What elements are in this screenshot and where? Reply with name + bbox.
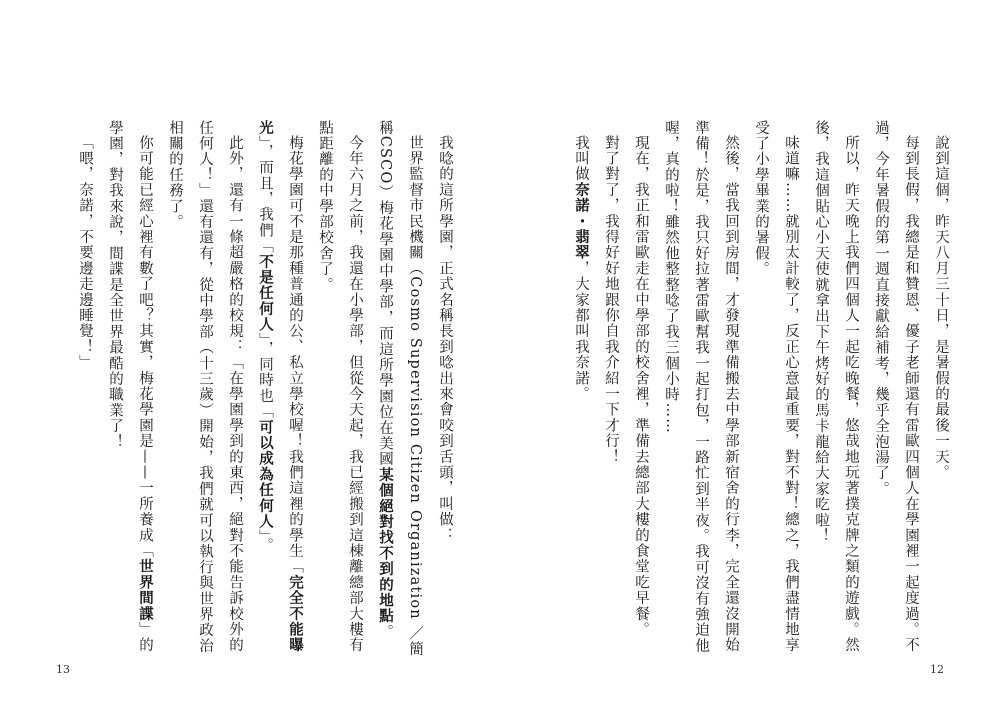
paragraph-text: 今年六月之前，我還在小學部，但從今天起，我已經搬到這棟離總部大樓有點距離的中學部校舍了。 — [317, 120, 363, 653]
paragraph — [430, 120, 460, 660]
emphasis-text: 可以成為任何人 — [257, 419, 274, 530]
left-page-number: 13 — [56, 663, 70, 676]
emphasis-text: 世界間諜 — [137, 558, 154, 622]
right-page — [500, 0, 1000, 710]
paragraph-text: 每到長假，我總是和贊恩、優子老師還有雷歐四個人在學園裡一起度過。不過，今年暑假的第一週直接獻給補考，幾乎全泡湯了。 — [873, 120, 919, 653]
right-page-text — [573, 120, 956, 660]
paragraph-text: 說到這個，昨天八月三十日，是暑假的最後一天。 — [933, 134, 949, 480]
paragraph-text: 此外，還有一條超嚴格的校規：「在學園學到的東西，絕對不能告訴校外的任何人！」還有還有，從中學部（十三歲）開始，我們就可以執行與世界政治相關的任務了。 — [167, 120, 243, 654]
paragraph-text: 「喂，奈諾，不要邊走邊睡覺！」 — [77, 134, 93, 370]
paragraph — [926, 120, 956, 660]
paragraph-text: 世界監督市民機關（Cosmo Supervision Citizen Organization ／簡稱CSCO）梅花學園中學部，而這所學園位在美國 — [377, 120, 423, 657]
paragraph-text: 所以，昨天晚上我們四個人一起吃晚餐，悠哉地玩著撲克牌之類的遊戲。然後，我這個貼心小天使就拿出下午烤好的馬卡龍給大家吃啦！ — [813, 120, 859, 653]
paragraph — [656, 120, 746, 660]
paragraph — [70, 120, 100, 660]
paragraph-text: 」。 — [257, 529, 273, 554]
paragraph-text: 梅花學園可不是那種普通的公、私立學校喔！我們這裡的學生「 — [287, 134, 303, 575]
paragraph-text: ，大家都叫我奈諾。 — [573, 260, 589, 402]
paragraph — [160, 120, 250, 660]
paragraph — [626, 120, 656, 660]
paragraph-text: 味道嘛……就別太計較了，反正心意最重要，對不對！總之，我們盡情地享受了小學畢業的暑假。 — [753, 120, 799, 653]
paragraph-text: 對了對了，我得好好地跟你自我介紹一下才行！ — [603, 134, 619, 465]
paragraph-text: 」，同時也「 — [257, 332, 273, 420]
emphasis-text: 完全不能曝光 — [257, 120, 304, 653]
emphasis-text: 某個絕對找不到的地點 — [377, 467, 394, 625]
paragraph — [370, 120, 430, 660]
emphasis-text: 奈諾・翡翠 — [573, 181, 590, 261]
paragraph-text: 然後，當我回到房間，才發現準備搬去中學部新宿舍的行李，完全還沒開始準備！於是，我只好拉著雷歐幫我一起打包，一路忙到半夜。我可沒有強迫他喔，真的啦！雖然他整整唸了我三個小時…… — [663, 120, 739, 654]
paragraph — [866, 120, 926, 660]
paragraph-text: 你可能已經心裡有數了吧？其實，梅花學園是——一所養成「 — [137, 134, 153, 559]
paragraph-text: 現在，我正和雷歐走在中學部的校舍裡，準備去總部大樓的食堂吃早餐。 — [633, 134, 649, 637]
left-page-text — [60, 120, 460, 660]
paragraph-text: 我叫做 — [573, 134, 589, 182]
emphasis-text: 不是任何人 — [257, 254, 274, 333]
right-page-number: 12 — [930, 663, 944, 676]
paragraph-text: 」的學園，對我來說，間諜是全世界最酷的職業了！ — [107, 120, 153, 653]
paragraph — [806, 120, 866, 660]
paragraph — [310, 120, 370, 660]
paragraph-text: 。 — [377, 624, 393, 640]
paragraph-text: 我唸的這所學園，正式名稱長到唸出來會咬到舌頭，叫做： — [437, 134, 453, 543]
paragraph-text: 」，而且，我們「 — [257, 135, 273, 255]
paragraph — [596, 120, 626, 660]
paragraph — [250, 120, 310, 660]
paragraph — [100, 120, 160, 660]
paragraph — [746, 120, 806, 660]
paragraph — [566, 120, 596, 660]
